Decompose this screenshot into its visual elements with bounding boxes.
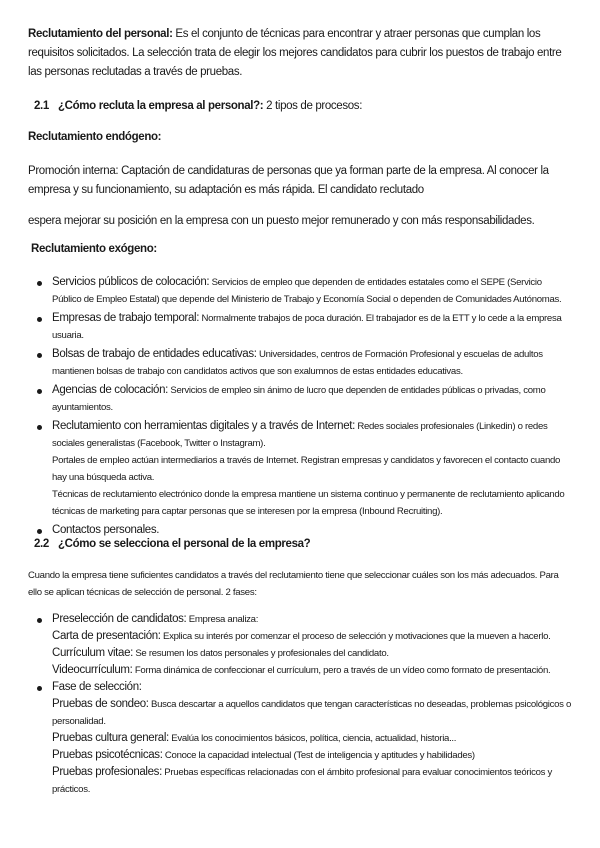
item-desc: Redes sociales profesionales (Linkedin) o redes sociales generalistas (Facebook, Twitter o Instagram). bbox=[52, 421, 548, 449]
sub-desc: Pruebas específicas relacionadas con el ámbito profesional para evaluar conocimientos teóricos y prácticos. bbox=[52, 767, 552, 795]
item-extra: Portales de empleo actúan intermediarios a través de Internet. Registran empresas y candidatos y favorecen el contacto cuando hay una búsqueda activa. bbox=[52, 455, 561, 483]
item-desc: Empresa analiza: bbox=[186, 614, 259, 625]
sub-label: Currículum vitae: bbox=[52, 647, 133, 659]
endogeno-heading: Reclutamiento endógeno: bbox=[28, 131, 162, 143]
bullet-icon bbox=[37, 281, 42, 286]
bullet-icon bbox=[37, 317, 42, 322]
bullet-icon bbox=[37, 389, 42, 394]
sub-label: Pruebas psicotécnicas: bbox=[52, 749, 163, 761]
list-item bbox=[28, 418, 573, 520]
bullet-icon bbox=[37, 529, 42, 534]
section-title-rest: 2 tipos de procesos: bbox=[263, 100, 363, 112]
seleccion-list bbox=[28, 611, 573, 798]
bullet-icon bbox=[37, 425, 42, 430]
section-number: 2.1 bbox=[34, 100, 49, 112]
sub-label: Carta de presentación: bbox=[52, 630, 161, 642]
bullet-icon bbox=[37, 353, 42, 358]
intro-paragraph bbox=[28, 25, 573, 82]
section-number: 2.2 bbox=[34, 538, 49, 550]
list-item bbox=[28, 382, 573, 416]
sub-desc: Busca descartar a aquellos candidatos que tengan características no deseadas, problemas psicológicos o personalidad. bbox=[52, 699, 572, 727]
sub-item bbox=[52, 747, 573, 764]
item-label: Preselección de candidatos: bbox=[52, 613, 187, 625]
sub-item bbox=[52, 764, 573, 798]
item-label: Reclutamiento con herramientas digitales y a través de Internet: bbox=[52, 420, 355, 432]
item-desc: Servicios de empleo sin ánimo de lucro que dependen de entidades públicas o privadas, como ayuntamientos. bbox=[52, 385, 546, 413]
exogeno-heading: Reclutamiento exógeno: bbox=[31, 243, 157, 255]
bullet-icon bbox=[37, 686, 42, 691]
sub-desc: Evalúa los conocimientos básicos, política, ciencia, actualidad, historia... bbox=[168, 733, 457, 744]
list-item bbox=[28, 274, 573, 308]
sub-desc: Se resumen los datos personales y profesionales del candidato. bbox=[132, 648, 389, 659]
item-extra: Técnicas de reclutamiento electrónico donde la empresa mantiene un sistema continuo y permanente de reclutamiento aplicando técnicas de marketing para captar personas que se interesen por la empresa (Inbound Recruiting). bbox=[52, 489, 565, 517]
item-label: Fase de selección: bbox=[52, 681, 142, 693]
intro-term: Reclutamiento del personal: bbox=[28, 28, 173, 40]
item-desc: Normalmente trabajos de poca duración. El trabajador es de la ETT y lo cede a la empresa usuaria. bbox=[52, 313, 562, 341]
intro-text: Es el conjunto de técnicas para encontrar y atraer personas que cumplan los requisitos solicitados. La selección trata de elegir los mejores candidatos para cubrir los puestos de trabajo entre las personas reclutadas a través de pruebas. bbox=[28, 28, 562, 78]
sub-item bbox=[52, 662, 573, 679]
list-item bbox=[28, 679, 573, 798]
sub-label: Pruebas de sondeo: bbox=[52, 698, 149, 710]
section-2-2-heading bbox=[34, 535, 579, 554]
item-desc: Servicios de empleo que dependen de entidades estatales como el SEPE (Servicio Público de Empleo Estatal) que depende del Ministerio de Trabajo y Economía Social o dependen de Comunidades Autónomas. bbox=[52, 277, 562, 305]
section-title: ¿Cómo se selecciona el personal de la empresa? bbox=[58, 538, 311, 550]
seleccion-intro: Cuando la empresa tiene suficientes candidatos a través del reclutamiento tiene que seleccionar cuáles son los más adecuados. Para ello se aplican técnicas de selección de personal. 2 fases: bbox=[28, 570, 559, 598]
sub-item bbox=[52, 628, 573, 645]
sub-label: Pruebas profesionales: bbox=[52, 766, 162, 778]
list-item bbox=[28, 310, 573, 344]
item-desc: Universidades, centros de Formación Profesional y escuelas de adultos mantienen bolsas de trabajo con candidatos activos que son exalumnos de estas entidades educativas. bbox=[52, 349, 543, 377]
list-item bbox=[28, 346, 573, 380]
sub-item bbox=[52, 730, 573, 747]
endogeno-paragraph-2: espera mejorar su posición en la empresa con un puesto mejor remunerado y con más responsabilidades. bbox=[28, 215, 535, 227]
sub-label: Videocurrículum: bbox=[52, 664, 133, 676]
endogeno-paragraph-1: Promoción interna: Captación de candidaturas de personas que ya forman parte de la empresa. Al conocer la empresa y su funcionamiento, su adaptación es más rápida. El candidato reclutado bbox=[28, 165, 549, 196]
item-label: Contactos personales. bbox=[52, 524, 160, 536]
list-item bbox=[28, 611, 573, 679]
section-2-1-heading bbox=[34, 97, 579, 116]
item-label: Agencias de colocación: bbox=[52, 384, 168, 396]
sub-desc: Explica su interés por comenzar el proceso de selección y motivaciones que la mueven a hacerlo. bbox=[160, 631, 551, 642]
sub-desc: Conoce la capacidad intelectual (Test de inteligencia y aptitudes y habilidades) bbox=[162, 750, 475, 761]
sub-item bbox=[52, 696, 573, 730]
exogeno-list bbox=[28, 274, 573, 539]
sub-label: Pruebas cultura general: bbox=[52, 732, 169, 744]
sub-desc: Forma dinámica de confeccionar el currículum, pero a través de un vídeo como formato de presentación. bbox=[132, 665, 551, 676]
section-title: ¿Cómo recluta la empresa al personal?: bbox=[58, 100, 264, 112]
item-label: Bolsas de trabajo de entidades educativas: bbox=[52, 348, 257, 360]
item-label: Servicios públicos de colocación: bbox=[52, 276, 210, 288]
bullet-icon bbox=[37, 618, 42, 623]
item-label: Empresas de trabajo temporal: bbox=[52, 312, 200, 324]
sub-item bbox=[52, 645, 573, 662]
